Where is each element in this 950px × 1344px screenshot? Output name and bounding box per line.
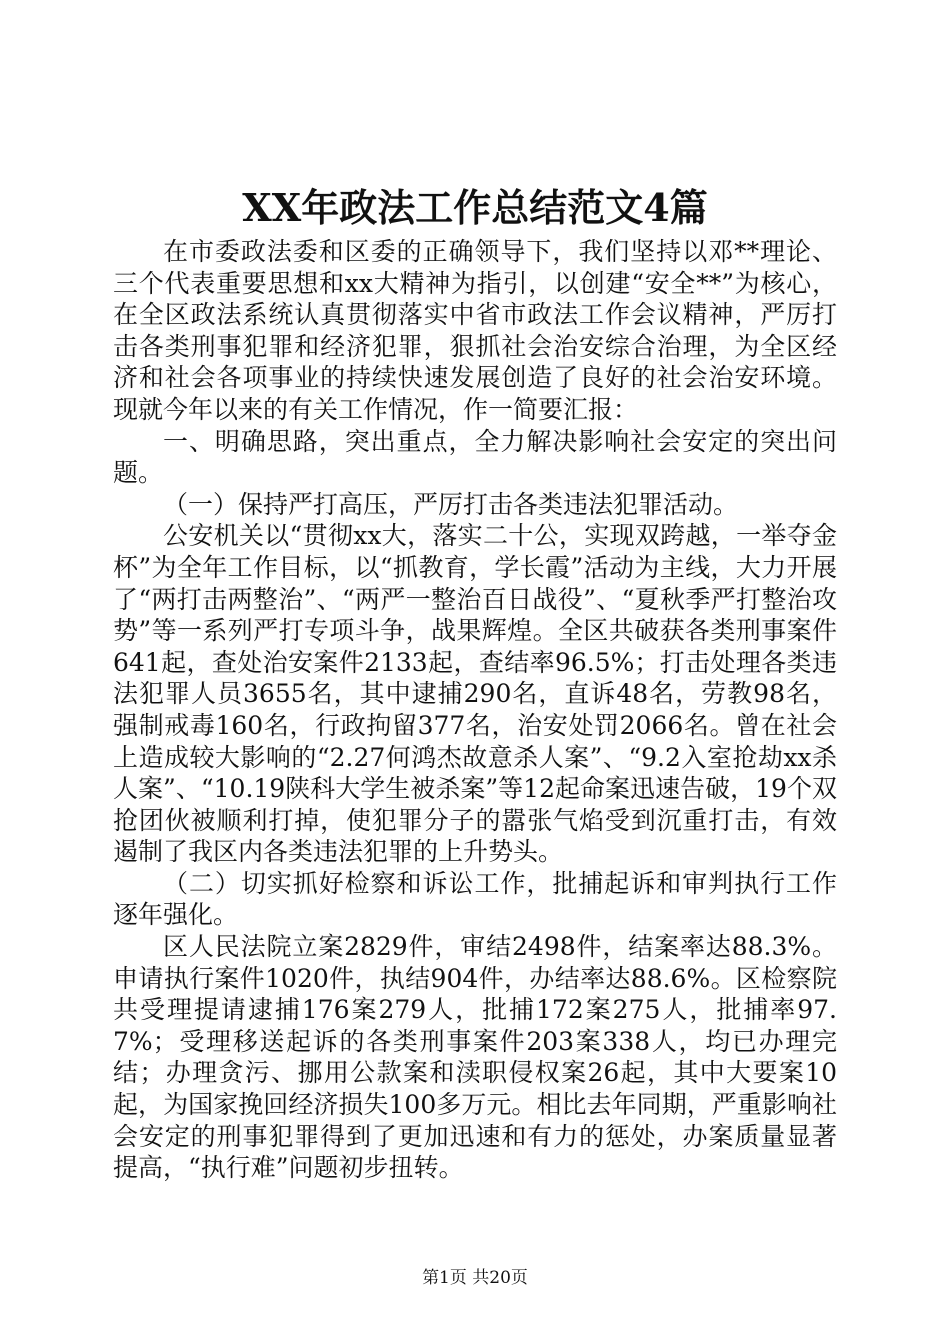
page-footer: 第1页 共20页 [422,1268,528,1288]
paragraph-police: 公安机关以“贯彻xx大，落实二十公，实现双跨越，一举夺金杯”为全年工作目标，以“抓教育，学长霞”活动为主线，大力开展了“两打击两整治”、“两严一整治百日战役”、“夏秋季严打整治攻势”等一系列严打专项斗争，战果辉煌。全区共破获各类刑事案件641起，查处治安案件2133起，查结率96.5%；打击处理各类违法犯罪人员3655名，其中逮捕290名，直诉48名，劳教98名，强制戒毒160名，行政拘留377名，治安处罚2066名。曾在社会上造成较大影响的“2.27何鸿杰故意杀人案”、“9.2入室抢劫xx杀人案”、“10.19陕科大学生被杀案”等12起命案迅速告破，19个双抢团伙被顺利打掉，使犯罪分子的嚣张气焰受到沉重打击，有效遏制了我区内各类违法犯罪的上升势头。 [113,521,837,867]
document-body [113,236,837,1184]
document-title: XX年政法工作总结范文4篇 [242,185,708,230]
paragraph-court: 区人民法院立案2829件，审结2498件，结案率达88.3%。申请执行案件1020件，执结904件，办结率达88.6%。区检察院共受理提请逮捕176案279人，批捕172案275人，批捕率97.7%；受理移送起诉的各类刑事案件203案338人，均已办理完结；办理贪污、挪用公款案和渎职侵权案26起，其中大要案10起，为国家挽回经济损失100多万元。相比去年同期，严重影响社会安定的刑事犯罪得到了更加迅速和有力的惩处，办案质量显著提高，“执行难”问题初步扭转。 [113,932,837,1183]
heading-subsection-one: （一）保持严打高压，严厉打击各类违法犯罪活动。 [163,489,739,519]
paragraph-intro: 在市委政法委和区委的正确领导下，我们坚持以邓**理论、三个代表重要思想和xx大精神为指引，以创建“安全**”为核心，在全区政法系统认真贯彻落实中省市政法工作会议精神，严厉打击各类刑事犯罪和经济犯罪，狠抓社会治安综合治理，为全区经济和社会各项事业的持续快速发展创造了良好的社会治安环境。现就今年以来的有关工作情况，作一简要汇报： [113,237,837,424]
heading-subsection-two: （二）切实抓好检察和诉讼工作，批捕起诉和审判执行工作逐年强化。 [113,868,837,930]
heading-section-one: 一、明确思路，突出重点，全力解决影响社会安定的突出问题。 [113,426,837,488]
